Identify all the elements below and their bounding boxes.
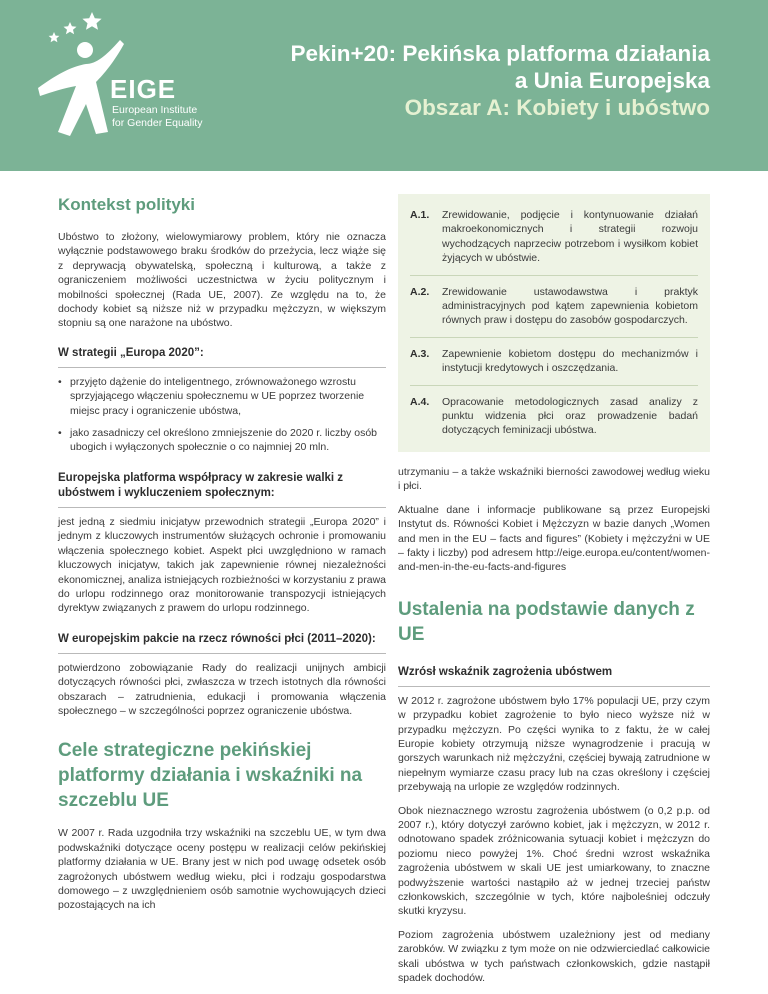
wzrost-heading: Wzrósł wskaźnik zagrożenia ubóstwem — [398, 665, 613, 678]
header-banner — [0, 0, 768, 171]
right-column — [398, 194, 710, 985]
platforma-heading: Europejska platforma współpracy w zakresie walki z ubóstwem i wykluczeniem społecznym: — [58, 471, 344, 499]
objective-text: Zrewidowanie ustawodawstwa i praktyk administracyjnych pod kątem zapewnienia kobietom równych praw i dostępu do zasobów gospodarczych. — [442, 285, 698, 327]
objective-text: Zapewnienie kobietom dostępu do mechanizmów i instytucji kredytowych i oszczędzania. — [442, 347, 698, 375]
bullet-icon: • — [58, 427, 62, 440]
title-line-2: a Unia Europejska — [514, 68, 710, 93]
star-icon — [49, 32, 60, 42]
ustalenia-heading: Ustalenia na podstawie danych z UE — [398, 598, 695, 645]
divider — [58, 507, 386, 508]
objective-number: A.1. — [410, 209, 430, 221]
wzrost-paragraph-3: Poziom zagrożenia ubóstwem uzależniony jest od mediany zarobków. W związku z tym może on nie odzwierciedlać całkowicie skali ubóstwa w tych państwach członkowskich, gdzie nastąpił spadek dochodów. — [398, 928, 710, 985]
left-column — [58, 194, 386, 913]
cele-heading: Cele strategiczne pekińskiej platformy działania i wskaźniki na szczeblu UE — [58, 740, 363, 812]
objective-item — [410, 208, 698, 276]
list-item — [58, 375, 386, 418]
wzrost-paragraph-1: W 2012 r. zagrożone ubóstwem było 17% populacji UE, przy czym w przypadku kobiet zagrożenie to było nieco wyższe niż w przypadku mężczyzn. Po części wynika to z faktu, że w całej Europie kobiety otrzymują niższe wynagrodzenie i pracują w gorszych warunkach niż mężczyźni, częściej bywają zatrudnione w niepełnym wymiarze czasu pracy lub na czas określony i częściej przebywają na urlopie ze względów rodzinnych. — [398, 694, 710, 794]
pakt-heading: W europejskim pakcie na rzecz równości płci (2011–2020): — [58, 632, 376, 645]
pakt-paragraph: potwierdzono zobowiązanie Rady do realizacji unijnych ambicji dotyczących równości płci, zwłaszcza w trzech istotnych dla równości obszarach – zatrudnienia, edukacji i promowania włączenia społecznego – w szczególności poprzez ograniczenie ubóstwa. — [58, 661, 386, 717]
star-icon — [82, 12, 101, 30]
divider — [58, 653, 386, 654]
title-line-1: Pekin+20: Pekińska platforma działania — [290, 41, 710, 66]
divider — [58, 367, 386, 368]
europa-list — [58, 375, 386, 455]
objective-number: A.4. — [410, 395, 430, 408]
europa-heading: W strategii „Europa 2020”: — [58, 346, 204, 359]
objective-item — [410, 386, 698, 438]
figure-head-icon — [77, 42, 93, 58]
platforma-paragraph: jest jedną z siedmiu inicjatyw przewodnich strategii „Europa 2020” i jednym z kluczowych instrumentów służących ochronie i promowaniu włączenia społecznego kobiet. Aspekt płci uwzględniono w ramach kluczowych inicjatyw, takich jak zapewnienie równej niezależności ekonomicznej, analiza istniejących rozbieżności w korzystaniu z prawa do urlopu rodzinnego oraz monitorowanie transpozycji istniejących dyrektyw związanych z prawem do urlopu rodzinnego. — [58, 515, 386, 615]
star-icon — [64, 22, 77, 34]
list-item — [58, 426, 386, 455]
continued-paragraph: utrzymaniu – a także wskaźniki bierności zawodowej według wieku i płci. — [398, 465, 710, 493]
logo-subtitle — [112, 104, 202, 130]
objective-item — [410, 338, 698, 386]
logo-wordmark: EIGE — [110, 74, 177, 104]
page-title — [290, 40, 710, 121]
list-item-text: jako zasadniczy cel określono zmniejszenie do 2020 r. liczby osób ubogich i wyłączonych społecznie o co najmniej 20 mln. — [70, 427, 377, 454]
objectives-box — [398, 194, 710, 452]
eige-logo — [30, 6, 203, 156]
data-source-paragraph: Aktualne dane i informacje publikowane są przez Europejski Instytut ds. Równości Kobiet i Mężczyzn w bazie danych „Women and men in the EU – facts and figures” (Kobiety i mężczyźni w UE – fakty i liczby) pod adresem http://eige.europa.eu/content/women-and-men-in-the-eu-facts-and-figures — [398, 503, 710, 574]
objective-number: A.2. — [410, 285, 430, 298]
logo-line-2: for Gender Equality — [112, 117, 203, 129]
objective-number: A.3. — [410, 347, 430, 360]
logo-line-1: European Institute — [112, 104, 198, 116]
divider — [398, 686, 710, 687]
wzrost-paragraph-2: Obok nieznacznego wzrostu zagrożenia ubóstwem (o 0,2 p.p. od 2007 r.), który dotyczył zarówno kobiet, jak i mężczyzn, w 2012 r. odnotowano spadek zróżnicowania sytuacji kobiet i mężczyzn do poziomu nieco powyżej 1%. Choć średni wzrost wskaźnika zagrożenia ubóstwem w skali UE jest umiarkowany, to znaczne podwyższenie wartości nastąpiło aż w jednej trzeciej państw członkowskich, szczególnie w tych, które najboleśniej odczuły skutki kryzysu. — [398, 804, 710, 918]
kontekst-heading: Kontekst polityki — [58, 195, 195, 214]
cele-paragraph: W 2007 r. Rada uzgodniła trzy wskaźniki na szczeblu UE, w tym dwa podwskaźniki dotyczące oceny postępu w realizacji celów pekińskiej platformy działania w UE. Brany jest w nich pod uwagę odsetek osób zagrożonych ubóstwem według wieku, płci i rodzaju gospodarstwa domowego – z uwzględnieniem osób samotnie wychowujących dzieci pozostających na ich — [58, 827, 386, 912]
list-item-text: przyjęto dążenie do inteligentnego, zrównoważonego wzrostu sprzyjającego włączeniu społecznemu w UE poprzez tworzenie miejsc pracy i ograniczenie ubóstwa, — [70, 375, 365, 417]
title-line-3: Obszar A: Kobiety i ubóstwo — [404, 95, 710, 120]
bullet-icon: • — [58, 375, 62, 388]
kontekst-paragraph: Ubóstwo to złożony, wielowymiarowy problem, który nie oznacza wyłącznie podstawowego braku środków do przeżycia, lecz wiąże się z deprywacją obywatelską, społeczną i kulturową, a także z ograniczeniem możliwości uczestnictwa w życiu politycznym i mobilności społecznej (Rada UE, 2007). Ze względu na to, że dochody kobiet są niższe niż w przypadku mężczyzn, w większym stopniu są one narażone na ubóstwo. — [58, 231, 386, 330]
objective-item — [410, 276, 698, 338]
objective-text: Zrewidowanie, podjęcie i kontynuowanie działań makroekonomicznych i strategii rozwoju wychodzących naprzeciw potrzebom i wysiłkom kobiet żyjących w ubóstwie. — [442, 209, 698, 265]
objective-text: Opracowanie metodologicznych zasad analizy z punktu widzenia płci oraz prowadzenie badań dotyczących feminizacji ubóstwa. — [442, 395, 698, 437]
